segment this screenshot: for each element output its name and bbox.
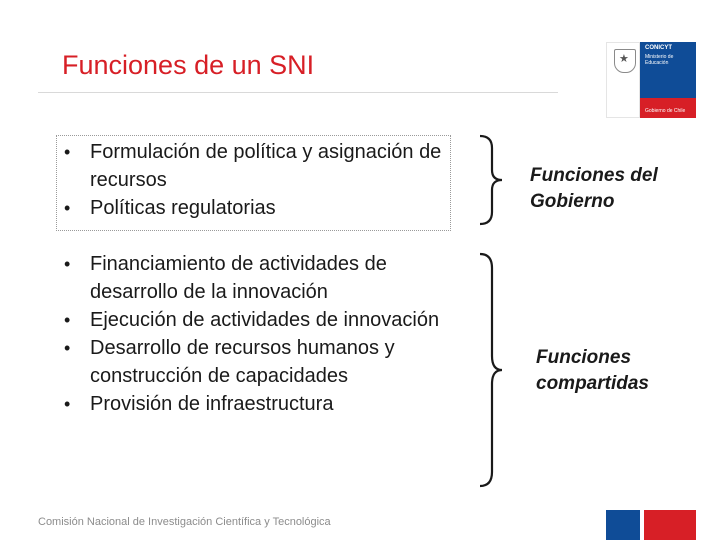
- shared-functions-label: [536, 345, 649, 397]
- label-line: Funciones: [536, 347, 632, 368]
- footer-flag-bar: [606, 510, 696, 540]
- list-item-text: Desarrollo de recursos humanos y construcción de capacidades: [90, 337, 395, 387]
- right-brace-icon: [476, 134, 506, 226]
- label-line: compartidas: [536, 373, 649, 394]
- footer-red-block: [644, 510, 696, 540]
- list-item: [58, 194, 448, 222]
- conicyt-logo: [606, 42, 696, 118]
- government-functions-label: [530, 163, 658, 215]
- label-line: Funciones del: [530, 165, 658, 186]
- bullet-icon: •: [64, 338, 71, 358]
- shared-functions-list: [58, 250, 478, 418]
- list-item-text: Políticas regulatorias: [90, 197, 276, 219]
- list-item: [58, 138, 448, 194]
- list-item-text: Ejecución de actividades de innovación: [90, 309, 440, 331]
- list-item-text: Financiamiento de actividades de desarrollo de la innovación: [90, 253, 387, 303]
- list-item: [58, 306, 478, 334]
- logo-org-name: CONICYT: [645, 45, 672, 51]
- logo-blue-panel: [640, 42, 696, 118]
- logo-government: Gobierno de Chile: [645, 108, 686, 114]
- right-brace-icon: [476, 252, 506, 488]
- logo-crest-panel: [606, 42, 640, 118]
- list-item-text: Formulación de política y asignación de recursos: [90, 141, 442, 191]
- government-functions-list: [58, 138, 448, 222]
- bullet-icon: •: [64, 198, 71, 218]
- footer-institution: Comisión Nacional de Investigación Científica y Tecnológica: [38, 516, 331, 528]
- bullet-icon: •: [64, 142, 71, 162]
- logo-ministry: [645, 54, 673, 66]
- label-line: Gobierno: [530, 191, 615, 212]
- slide-title: Funciones de un SNI: [62, 50, 315, 80]
- title-divider: [38, 92, 558, 93]
- logo-ministry-line2: Educación: [645, 60, 669, 66]
- bullet-icon: •: [64, 310, 71, 330]
- bullet-icon: •: [64, 394, 71, 414]
- list-item: [58, 390, 478, 418]
- logo-ministry-line1: Ministerio de: [645, 54, 674, 60]
- list-item: [58, 334, 478, 390]
- chile-coat-of-arms-icon: ★: [614, 49, 636, 73]
- footer-blue-block: [606, 510, 640, 540]
- list-item-text: Provisión de infraestructura: [90, 393, 334, 415]
- bullet-icon: •: [64, 254, 71, 274]
- list-item: [58, 250, 478, 306]
